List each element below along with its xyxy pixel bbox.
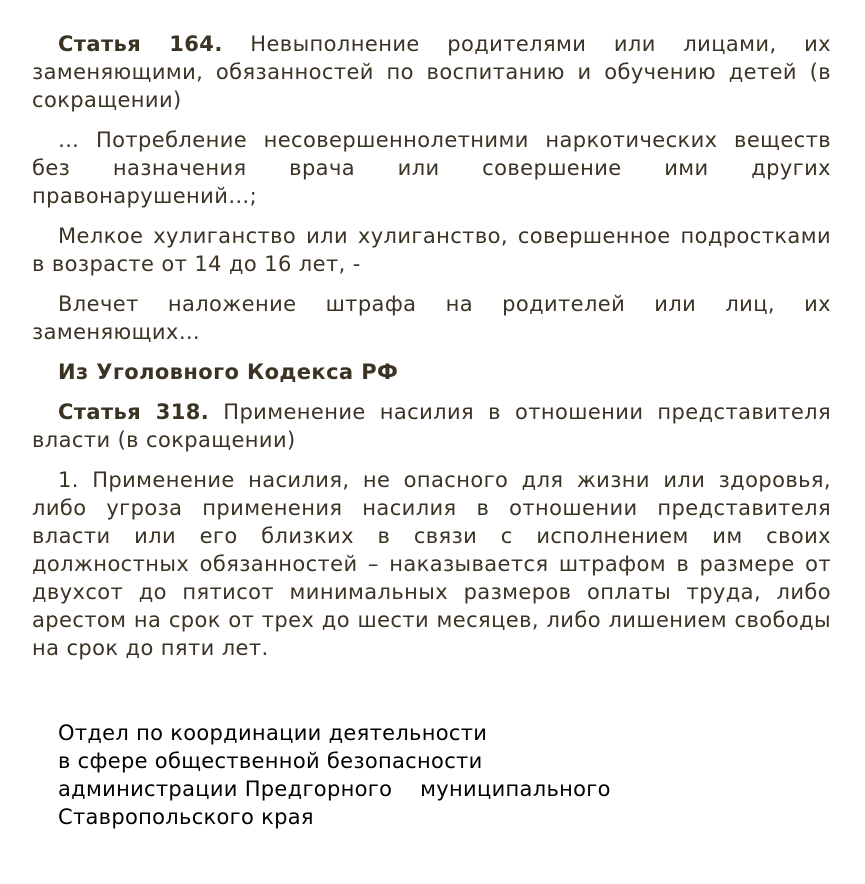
article-318-label: Статья 318. — [58, 400, 210, 424]
article-164-paragraph — [32, 30, 831, 114]
issuer-line-3: администрации Предгорного муниципального — [58, 777, 611, 801]
article-164-title: Невыполнение родителями или лицами, их заменяющими, обязанностей по воспитанию и обучению детей (в сокращении) — [32, 32, 831, 112]
article-164-label: Статья 164. — [58, 32, 223, 56]
criminal-code-heading: Из Уголовного Кодекса РФ — [58, 360, 399, 384]
article-318-paragraph — [32, 398, 831, 454]
drugs-paragraph: … Потребление несовершеннолетними наркотических веществ без назначения врача или совершение ими других правонарушений…; — [32, 128, 831, 208]
article-318-clause-1: 1. Применение насилия, не опасного для жизни или здоровья, либо угроза применения насилия в отношении представителя власти или его близких в связи с исполнением им своих должностных обязанностей – наказывается штрафом в размере от двухсот до пятисот минимальных размеров оплаты труда, либо арестом на срок от трех до шести месяцев, либо лишением свободы на срок до пяти лет. — [32, 468, 831, 660]
issuer-line-4: Ставропольского края — [58, 805, 314, 829]
fine-paragraph: Влечет наложение штрафа на родителей или лиц, их заменяющих… — [32, 292, 831, 344]
issuer-signature-block — [58, 719, 611, 831]
article-318-title: Применение насилия в отношении представителя власти (в сокращении) — [32, 400, 831, 452]
issuer-line-1: Отдел по координации деятельности — [58, 721, 488, 745]
issuer-line-2: в сфере общественной безопасности — [58, 749, 483, 773]
hooliganism-paragraph: Мелкое хулиганство или хулиганство, совершенное подростками в возрасте от 14 до 16 лет, - — [32, 224, 831, 276]
document-body — [32, 30, 831, 674]
